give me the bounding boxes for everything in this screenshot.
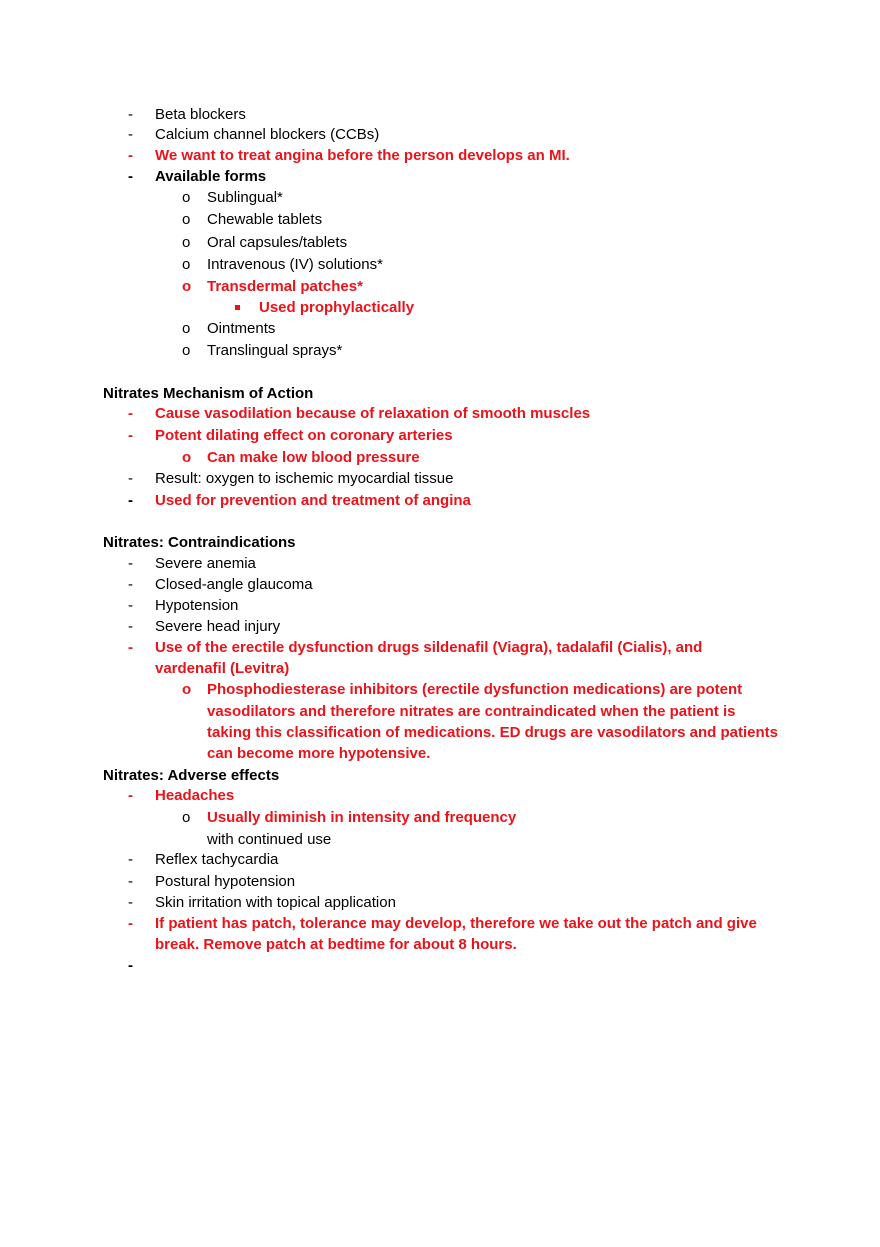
- list-marker: -: [128, 894, 133, 911]
- list-marker: -: [128, 106, 133, 123]
- list-marker: -: [128, 576, 133, 593]
- section-heading-contraindications: Nitrates: Contraindications: [103, 534, 296, 551]
- list-marker: -: [128, 597, 133, 614]
- list-item-line: Phosphodiesterase inhibitors (erectile dysfunction medications) are potent: [207, 681, 743, 698]
- list-item-continuation: with continued use: [207, 831, 332, 848]
- list-item: Reflex tachycardia: [155, 851, 279, 868]
- list-item: Oral capsules/tablets: [207, 234, 348, 251]
- list-item: Potent dilating effect on coronary arteries: [155, 427, 453, 444]
- list-item: Cause vasodilation because of relaxation of smooth muscles: [155, 405, 591, 422]
- list-item: Ointments: [207, 320, 276, 337]
- list-item: Result: oxygen to ischemic myocardial tissue: [155, 470, 454, 487]
- list-item: Transdermal patches*: [207, 278, 363, 295]
- list-item: Closed-angle glaucoma: [155, 576, 313, 593]
- list-marker: -: [128, 427, 133, 444]
- list-item: Hypotension: [155, 597, 239, 614]
- list-item-line: taking this classification of medications. ED drugs are vasodilators and patients: [207, 724, 778, 741]
- list-item: Headaches: [155, 787, 235, 804]
- list-item-line: vasodilators and therefore nitrates are contraindicated when the patient is: [207, 703, 736, 720]
- list-item: Chewable tablets: [207, 211, 323, 228]
- list-item-heading: Available forms: [155, 168, 267, 185]
- list-marker: -: [128, 555, 133, 572]
- list-marker: -: [128, 126, 133, 143]
- list-marker: -: [128, 873, 133, 890]
- list-item: Skin irritation with topical application: [155, 894, 396, 911]
- section-heading-moa: Nitrates Mechanism of Action: [103, 385, 314, 402]
- sub-bullet-o: o: [182, 278, 192, 295]
- square-bullet-icon: [235, 305, 240, 310]
- sub-bullet-o: o: [182, 189, 191, 206]
- list-marker: -: [128, 851, 133, 868]
- list-marker: -: [128, 470, 133, 487]
- list-item: Severe head injury: [155, 618, 281, 635]
- sub-bullet-o: o: [182, 449, 192, 466]
- sub-bullet-o: o: [182, 681, 192, 698]
- list-item-line: Use of the erectile dysfunction drugs sildenafil (Viagra), tadalafil (Cialis), and: [155, 639, 703, 656]
- list-item: Usually diminish in intensity and frequency: [207, 809, 517, 826]
- list-marker: -: [128, 639, 133, 656]
- section-heading-adverse-effects: Nitrates: Adverse effects: [103, 767, 280, 784]
- sub-bullet-o: o: [182, 211, 191, 228]
- list-item: Used for prevention and treatment of angina: [155, 492, 471, 509]
- list-item: Translingual sprays*: [207, 342, 343, 359]
- list-item: Can make low blood pressure: [207, 449, 420, 466]
- sub-bullet-o: o: [182, 320, 191, 337]
- list-item: Intravenous (IV) solutions*: [207, 256, 383, 273]
- list-item: Postural hypotension: [155, 873, 296, 890]
- list-item-line: can become more hypotensive.: [207, 745, 431, 762]
- list-item: Severe anemia: [155, 555, 256, 572]
- list-item-line: vardenafil (Levitra): [155, 660, 290, 677]
- empty-list-marker: -: [128, 957, 133, 974]
- list-item-line: If patient has patch, tolerance may develop, therefore we take out the patch and give: [155, 915, 757, 932]
- list-item: We want to treat angina before the person develops an MI.: [155, 147, 570, 164]
- list-item: Used prophylactically: [259, 299, 415, 316]
- list-item: Beta blockers: [155, 106, 246, 123]
- list-marker: -: [128, 787, 133, 804]
- list-marker: -: [128, 492, 133, 509]
- list-item: Sublingual*: [207, 189, 283, 206]
- list-marker: -: [128, 618, 133, 635]
- list-item-line: break. Remove patch at bedtime for about 8 hours.: [155, 936, 517, 953]
- list-marker: -: [128, 915, 133, 932]
- list-item: Calcium channel blockers (CCBs): [155, 126, 380, 143]
- sub-bullet-o: o: [182, 342, 191, 359]
- list-marker: -: [128, 147, 133, 164]
- sub-bullet-o: o: [182, 234, 191, 251]
- list-marker: -: [128, 405, 133, 422]
- sub-bullet-o: o: [182, 809, 191, 826]
- list-marker: -: [128, 168, 133, 185]
- sub-bullet-o: o: [182, 256, 191, 273]
